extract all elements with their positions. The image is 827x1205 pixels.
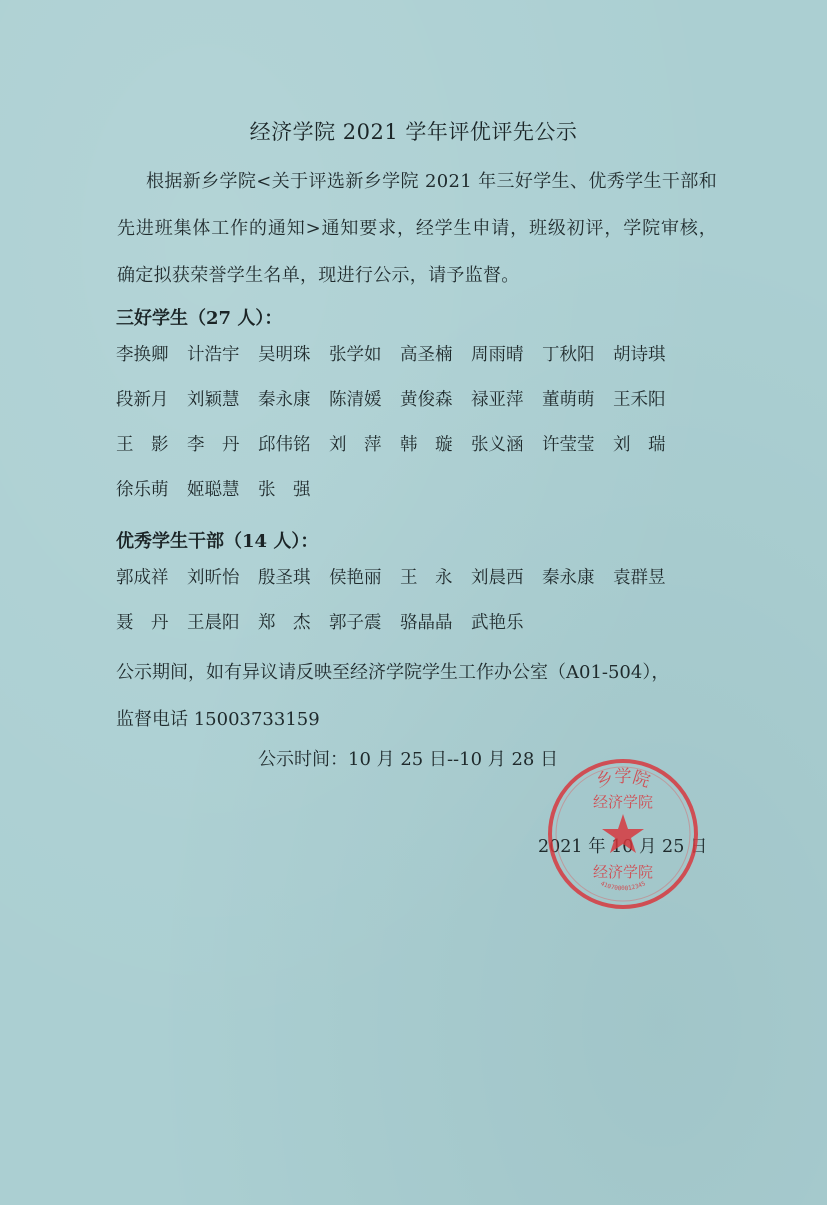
seal-bottom-text: 经济学院 bbox=[592, 863, 654, 881]
student-name: 段新月 bbox=[116, 390, 169, 410]
student-name: 袁群昱 bbox=[613, 568, 666, 588]
merit-students-list bbox=[116, 333, 716, 513]
student-name: 王 影 bbox=[116, 435, 169, 455]
student-name: 侯艳丽 bbox=[329, 568, 382, 588]
student-name: 张义涵 bbox=[471, 435, 524, 455]
student-name: 刘晨西 bbox=[471, 568, 524, 588]
student-name: 郑 杰 bbox=[258, 613, 311, 633]
student-name: 计浩宇 bbox=[187, 345, 240, 365]
student-name: 王晨阳 bbox=[187, 613, 240, 633]
student-name: 高圣楠 bbox=[400, 345, 453, 365]
signature-date: 2021 年 10 月 25 日 bbox=[538, 837, 708, 857]
publication-period: 公示时间：10 月 25 日--10 月 28 日 bbox=[258, 749, 559, 770]
document-title: 经济学院 2021 学年评优评先公示 bbox=[249, 120, 578, 144]
student-name: 张 强 bbox=[258, 480, 311, 500]
student-name: 韩 璇 bbox=[400, 435, 453, 455]
student-name: 胡诗琪 bbox=[613, 345, 666, 365]
student-name: 刘昕怡 bbox=[187, 568, 240, 588]
student-name: 陈清媛 bbox=[329, 390, 382, 410]
student-name: 禄亚萍 bbox=[471, 390, 524, 410]
student-name: 丁秋阳 bbox=[542, 345, 595, 365]
intro-paragraph: 根据新乡学院<关于评选新乡学院 2021 年三好学生、优秀学生干部和先进班集体工作的通知>通知要求，经学生申请，班级初评，学院审核，确定拟获荣誉学生名单，现进行公示，请予监督。 bbox=[117, 171, 717, 286]
student-name: 武艳乐 bbox=[471, 613, 524, 633]
student-name: 李换卿 bbox=[116, 345, 169, 365]
student-name: 郭子震 bbox=[329, 613, 382, 633]
student-name: 聂 丹 bbox=[116, 613, 169, 633]
student-cadres-list bbox=[116, 556, 716, 646]
student-name: 秦永康 bbox=[542, 568, 595, 588]
supervision-phone: 监督电话 15003733159 bbox=[116, 709, 320, 730]
student-name: 王禾阳 bbox=[613, 390, 666, 410]
student-name: 刘 瑞 bbox=[613, 435, 666, 455]
student-name: 邱伟铭 bbox=[258, 435, 311, 455]
student-name: 黄俊森 bbox=[400, 390, 453, 410]
student-name: 郭成祥 bbox=[116, 568, 169, 588]
student-name: 张学如 bbox=[329, 345, 382, 365]
student-name: 徐乐萌 bbox=[116, 480, 169, 500]
student-name: 刘颖慧 bbox=[187, 390, 240, 410]
student-name: 殷圣琪 bbox=[258, 568, 311, 588]
student-name: 王 永 bbox=[400, 568, 453, 588]
notice-text: 公示期间，如有异议请反映至经济学院学生工作办公室（A01-504）， bbox=[116, 662, 670, 683]
seal-top-text: 乡学院 bbox=[593, 767, 653, 792]
student-name: 姬聪慧 bbox=[187, 480, 240, 500]
student-name: 周雨晴 bbox=[471, 345, 524, 365]
section-heading-student-cadres: 优秀学生干部（14 人）： bbox=[116, 531, 319, 552]
student-name: 董萌萌 bbox=[542, 390, 595, 410]
seal-serial-number: 4107000012345 bbox=[599, 880, 647, 893]
official-seal-stamp bbox=[538, 752, 708, 912]
student-name: 吴明珠 bbox=[258, 345, 311, 365]
student-name: 刘 萍 bbox=[329, 435, 382, 455]
student-name: 许莹莹 bbox=[542, 435, 595, 455]
student-name: 骆晶晶 bbox=[400, 613, 453, 633]
student-name: 李 丹 bbox=[187, 435, 240, 455]
section-heading-merit-students: 三好学生（27 人）： bbox=[116, 308, 283, 329]
student-name: 秦永康 bbox=[258, 390, 311, 410]
seal-inner-text: 经济学院 bbox=[592, 793, 654, 811]
star-icon bbox=[602, 814, 644, 853]
